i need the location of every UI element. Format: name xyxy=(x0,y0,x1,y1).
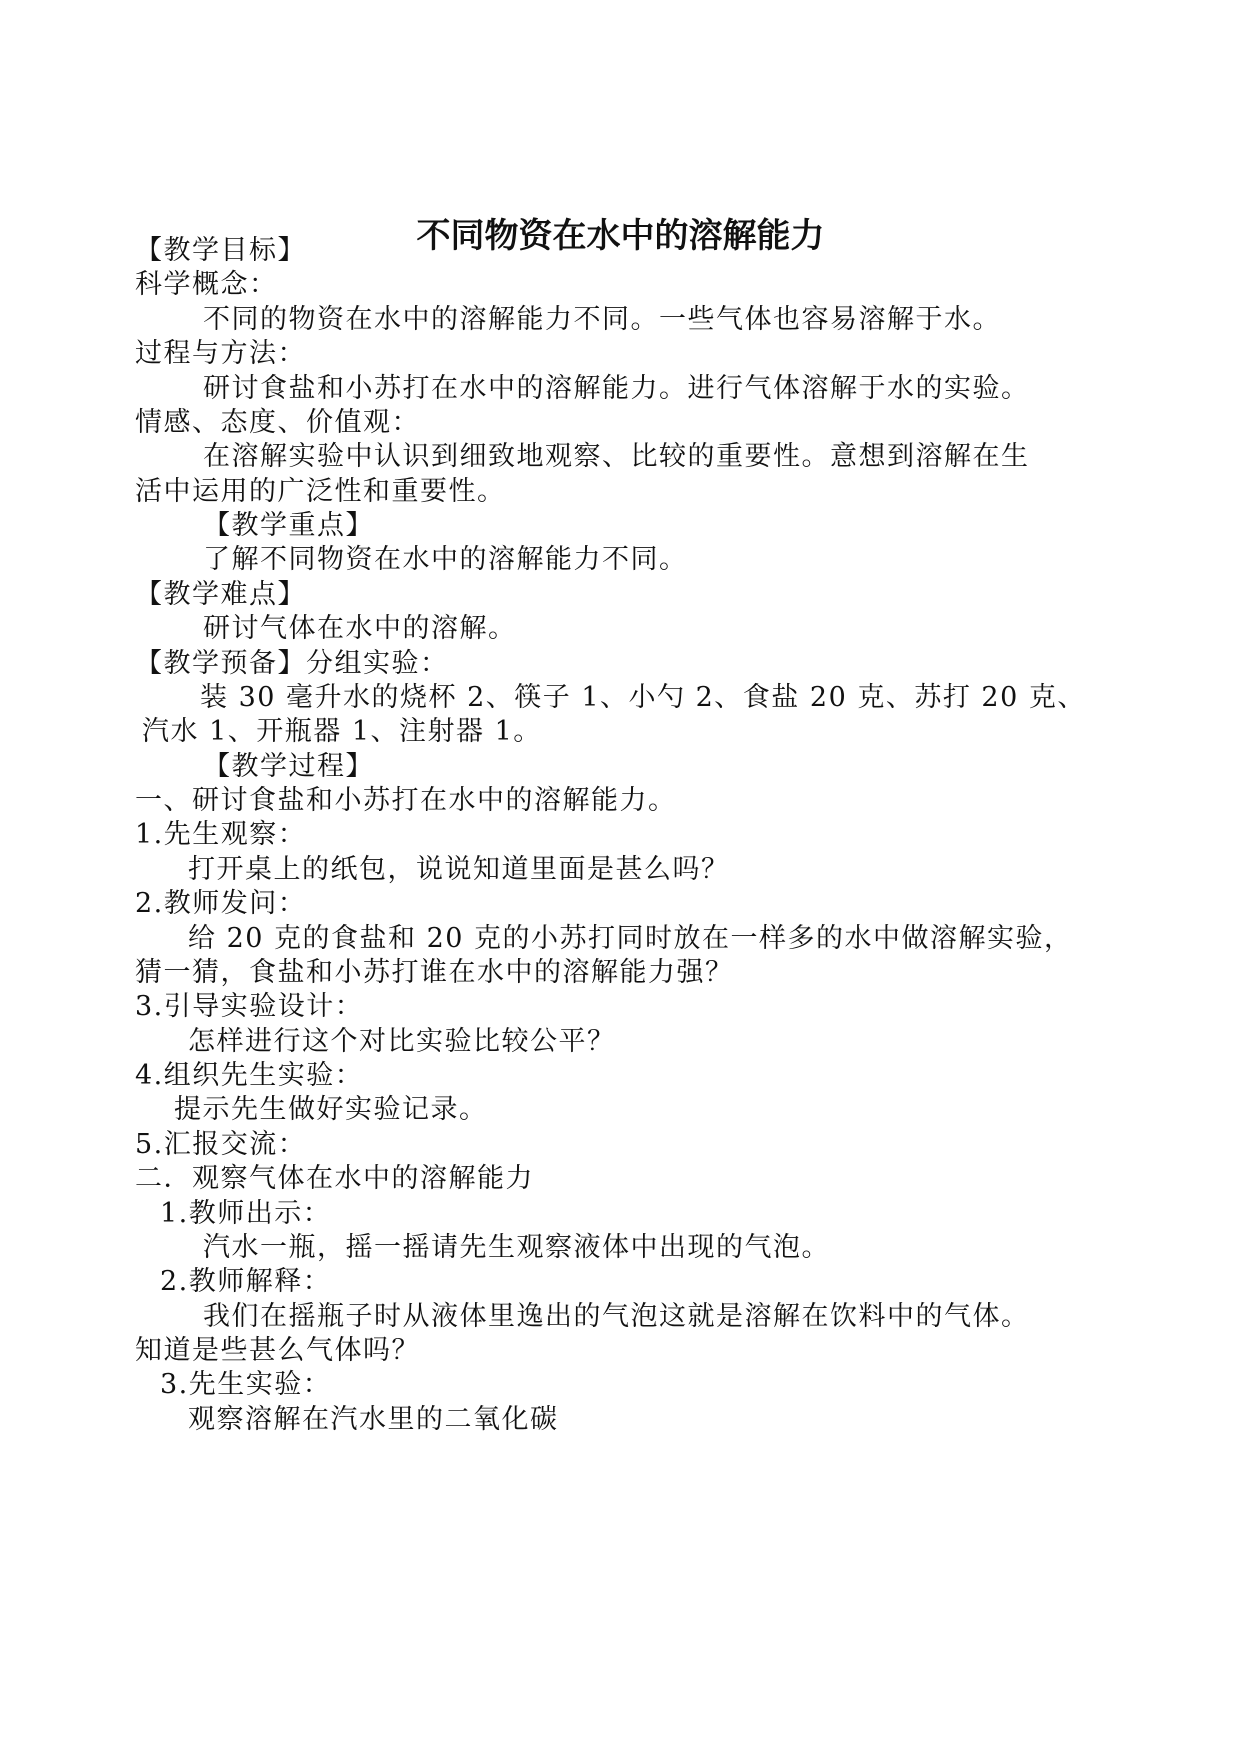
section-heading-process: 【教学过程】 xyxy=(203,751,374,782)
paragraph-line: 打开桌上的纸包，说说知道里面是甚么吗？ xyxy=(188,854,730,885)
paragraph-line: 研讨气体在水中的溶解。 xyxy=(203,613,517,644)
paragraph-line: 汽水 1、开瓶器 1、注射器 1。 xyxy=(142,716,542,747)
paragraph-line: 在溶解实验中认识到细致地观察、比较的重要性。意想到溶解在生 xyxy=(203,441,1030,472)
section-heading-difficulties: 【教学难点】 xyxy=(135,579,306,610)
document-title: 不同物资在水中的溶解能力 xyxy=(416,216,825,256)
subheading-science-concept: 科学概念： xyxy=(135,269,278,300)
step-heading: 2.教师发问： xyxy=(135,888,307,919)
subheading-attitude-values: 情感、态度、价值观： xyxy=(135,407,420,438)
paragraph-line: 怎样进行这个对比实验比较公平？ xyxy=(188,1026,616,1057)
section-heading-key-points: 【教学重点】 xyxy=(203,510,374,541)
step-heading: 1.先生观察： xyxy=(135,819,307,850)
paragraph-line: 不同的物资在水中的溶解能力不同。一些气体也容易溶解于水。 xyxy=(203,304,1001,335)
step-heading: 4.组织先生实验： xyxy=(135,1060,364,1091)
part-heading-one: 一、研讨食盐和小苏打在水中的溶解能力。 xyxy=(135,785,677,816)
paragraph-line: 提示先生做好实验记录。 xyxy=(174,1094,488,1125)
paragraph-line: 知道是些甚么气体吗？ xyxy=(135,1335,420,1366)
part-heading-two: 二．观察气体在水中的溶解能力 xyxy=(135,1163,534,1194)
paragraph-line: 研讨食盐和小苏打在水中的溶解能力。进行气体溶解于水的实验。 xyxy=(203,373,1030,404)
paragraph-line: 装 30 毫升水的烧杯 2、筷子 1、小勺 2、食盐 20 克、苏打 20 克、 xyxy=(200,682,1086,713)
paragraph-line: 了解不同物资在水中的溶解能力不同。 xyxy=(203,544,688,575)
step-heading: 3.先生实验： xyxy=(160,1369,332,1400)
section-heading-preparation: 【教学预备】分组实验： xyxy=(135,648,449,679)
paragraph-line: 观察溶解在汽水里的二氧化碳 xyxy=(188,1404,559,1435)
section-heading-objectives: 【教学目标】 xyxy=(135,235,306,266)
step-heading: 3.引导实验设计： xyxy=(135,991,364,1022)
paragraph-line: 汽水一瓶，摇一摇请先生观察液体中出现的气泡。 xyxy=(203,1232,830,1263)
step-heading: 5.汇报交流： xyxy=(135,1129,307,1160)
paragraph-line: 猜一猜，食盐和小苏打谁在水中的溶解能力强？ xyxy=(135,957,734,988)
paragraph-line: 我们在摇瓶子时从液体里逸出的气泡这就是溶解在饮料中的气体。 xyxy=(203,1301,1030,1332)
paragraph-line: 给 20 克的食盐和 20 克的小苏打同时放在一样多的水中做溶解实验， xyxy=(188,923,1073,954)
step-heading: 1.教师出示： xyxy=(160,1198,332,1229)
subheading-process-method: 过程与方法： xyxy=(135,338,306,369)
paragraph-line: 活中运用的广泛性和重要性。 xyxy=(135,476,506,507)
step-heading: 2.教师解释： xyxy=(160,1266,332,1297)
